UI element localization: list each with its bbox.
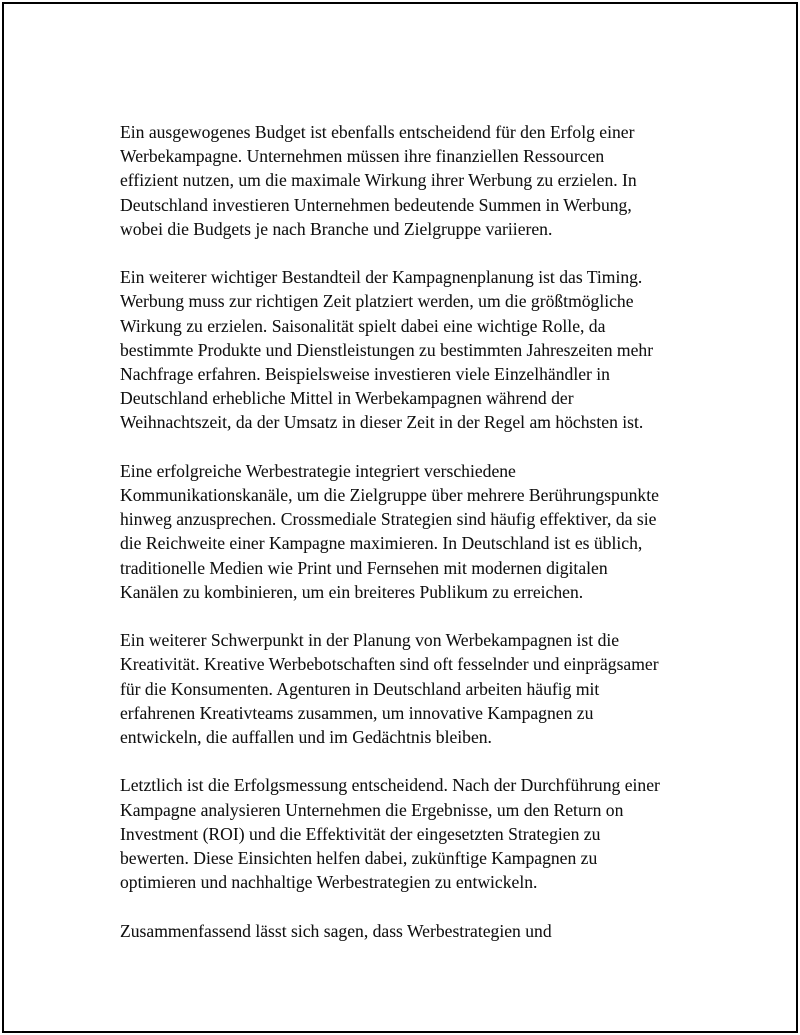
text-line: erfahrenen Kreativteams zusammen, um innovative Kampagnen zu (120, 702, 594, 723)
text-line: für die Konsumenten. Agenturen in Deutschland arbeiten häufig mit (120, 678, 600, 699)
text-line: Nachfrage erfahren. Beispielsweise investieren viele Einzelhändler in (120, 364, 610, 385)
text-line: Eine erfolgreiche Werbestrategie integriert verschiedene (120, 460, 516, 481)
document-body (120, 120, 700, 967)
text-line: hinweg anzusprechen. Crossmediale Strategien sind häufig effektiver, da sie (120, 509, 657, 530)
paragraph-measurement (120, 773, 700, 894)
text-line: Zusammenfassend lässt sich sagen, dass Werbestrategien und (120, 920, 552, 941)
text-line: Kampagne analysieren Unternehmen die Ergebnisse, um den Return on (120, 799, 624, 820)
text-line: Weihnachtszeit, da der Umsatz in dieser Zeit in der Regel am höchsten ist. (120, 412, 644, 433)
text-line: Ein weiterer wichtiger Bestandteil der Kampagnenplanung ist das Timing. (120, 267, 643, 288)
text-line: Kommunikationskanäle, um die Zielgruppe über mehrere Berührungspunkte (120, 485, 659, 506)
text-line: Werbung muss zur richtigen Zeit platziert werden, um die größtmögliche (120, 291, 634, 312)
text-line: Ein weiterer Schwerpunkt in der Planung von Werbekampagnen ist die (120, 630, 620, 651)
text-line: Deutschland investieren Unternehmen bedeutende Summen in Werbung, (120, 194, 632, 215)
text-line: Letztlich ist die Erfolgsmessung entscheidend. Nach der Durchführung einer (120, 775, 660, 796)
page-frame (2, 2, 798, 1033)
text-line: die Reichweite einer Kampagne maximieren. In Deutschland ist es üblich, (120, 533, 643, 554)
text-line: traditionelle Medien wie Print und Fernsehen mit modernen digitalen (120, 557, 608, 578)
text-line: entwickeln, die auffallen und im Gedächtnis bleiben. (120, 727, 492, 748)
text-line: effizient nutzen, um die maximale Wirkung ihrer Werbung zu erzielen. In (120, 170, 637, 191)
text-line: Kanälen zu kombinieren, um ein breiteres Publikum zu erreichen. (120, 581, 584, 602)
text-line: Deutschland erhebliche Mittel in Werbekampagnen während der (120, 388, 574, 409)
text-line: wobei die Budgets je nach Branche und Zielgruppe variieren. (120, 218, 553, 239)
text-line: bewerten. Diese Einsichten helfen dabei, zukünftige Kampagnen zu (120, 848, 598, 869)
paragraph-creativity (120, 628, 700, 749)
text-line: Wirkung zu erzielen. Saisonalität spielt dabei eine wichtige Rolle, da (120, 315, 606, 336)
text-line: Investment (ROI) und die Effektivität der eingesetzten Strategien zu (120, 823, 601, 844)
text-line: Kreativität. Kreative Werbebotschaften sind oft fesselnder und einprägsamer (120, 654, 659, 675)
text-line: bestimmte Produkte und Dienstleistungen zu bestimmten Jahreszeiten mehr (120, 339, 654, 360)
paragraph-timing (120, 265, 700, 434)
text-line: optimieren und nachhaltige Werbestrategien zu entwickeln. (120, 872, 538, 893)
paragraph-summary (120, 919, 700, 943)
paragraph-channels (120, 459, 700, 604)
paragraph-budget (120, 120, 700, 241)
text-line: Werbekampagne. Unternehmen müssen ihre finanziellen Ressourcen (120, 146, 605, 167)
text-line: Ein ausgewogenes Budget ist ebenfalls entscheidend für den Erfolg einer (120, 122, 635, 142)
